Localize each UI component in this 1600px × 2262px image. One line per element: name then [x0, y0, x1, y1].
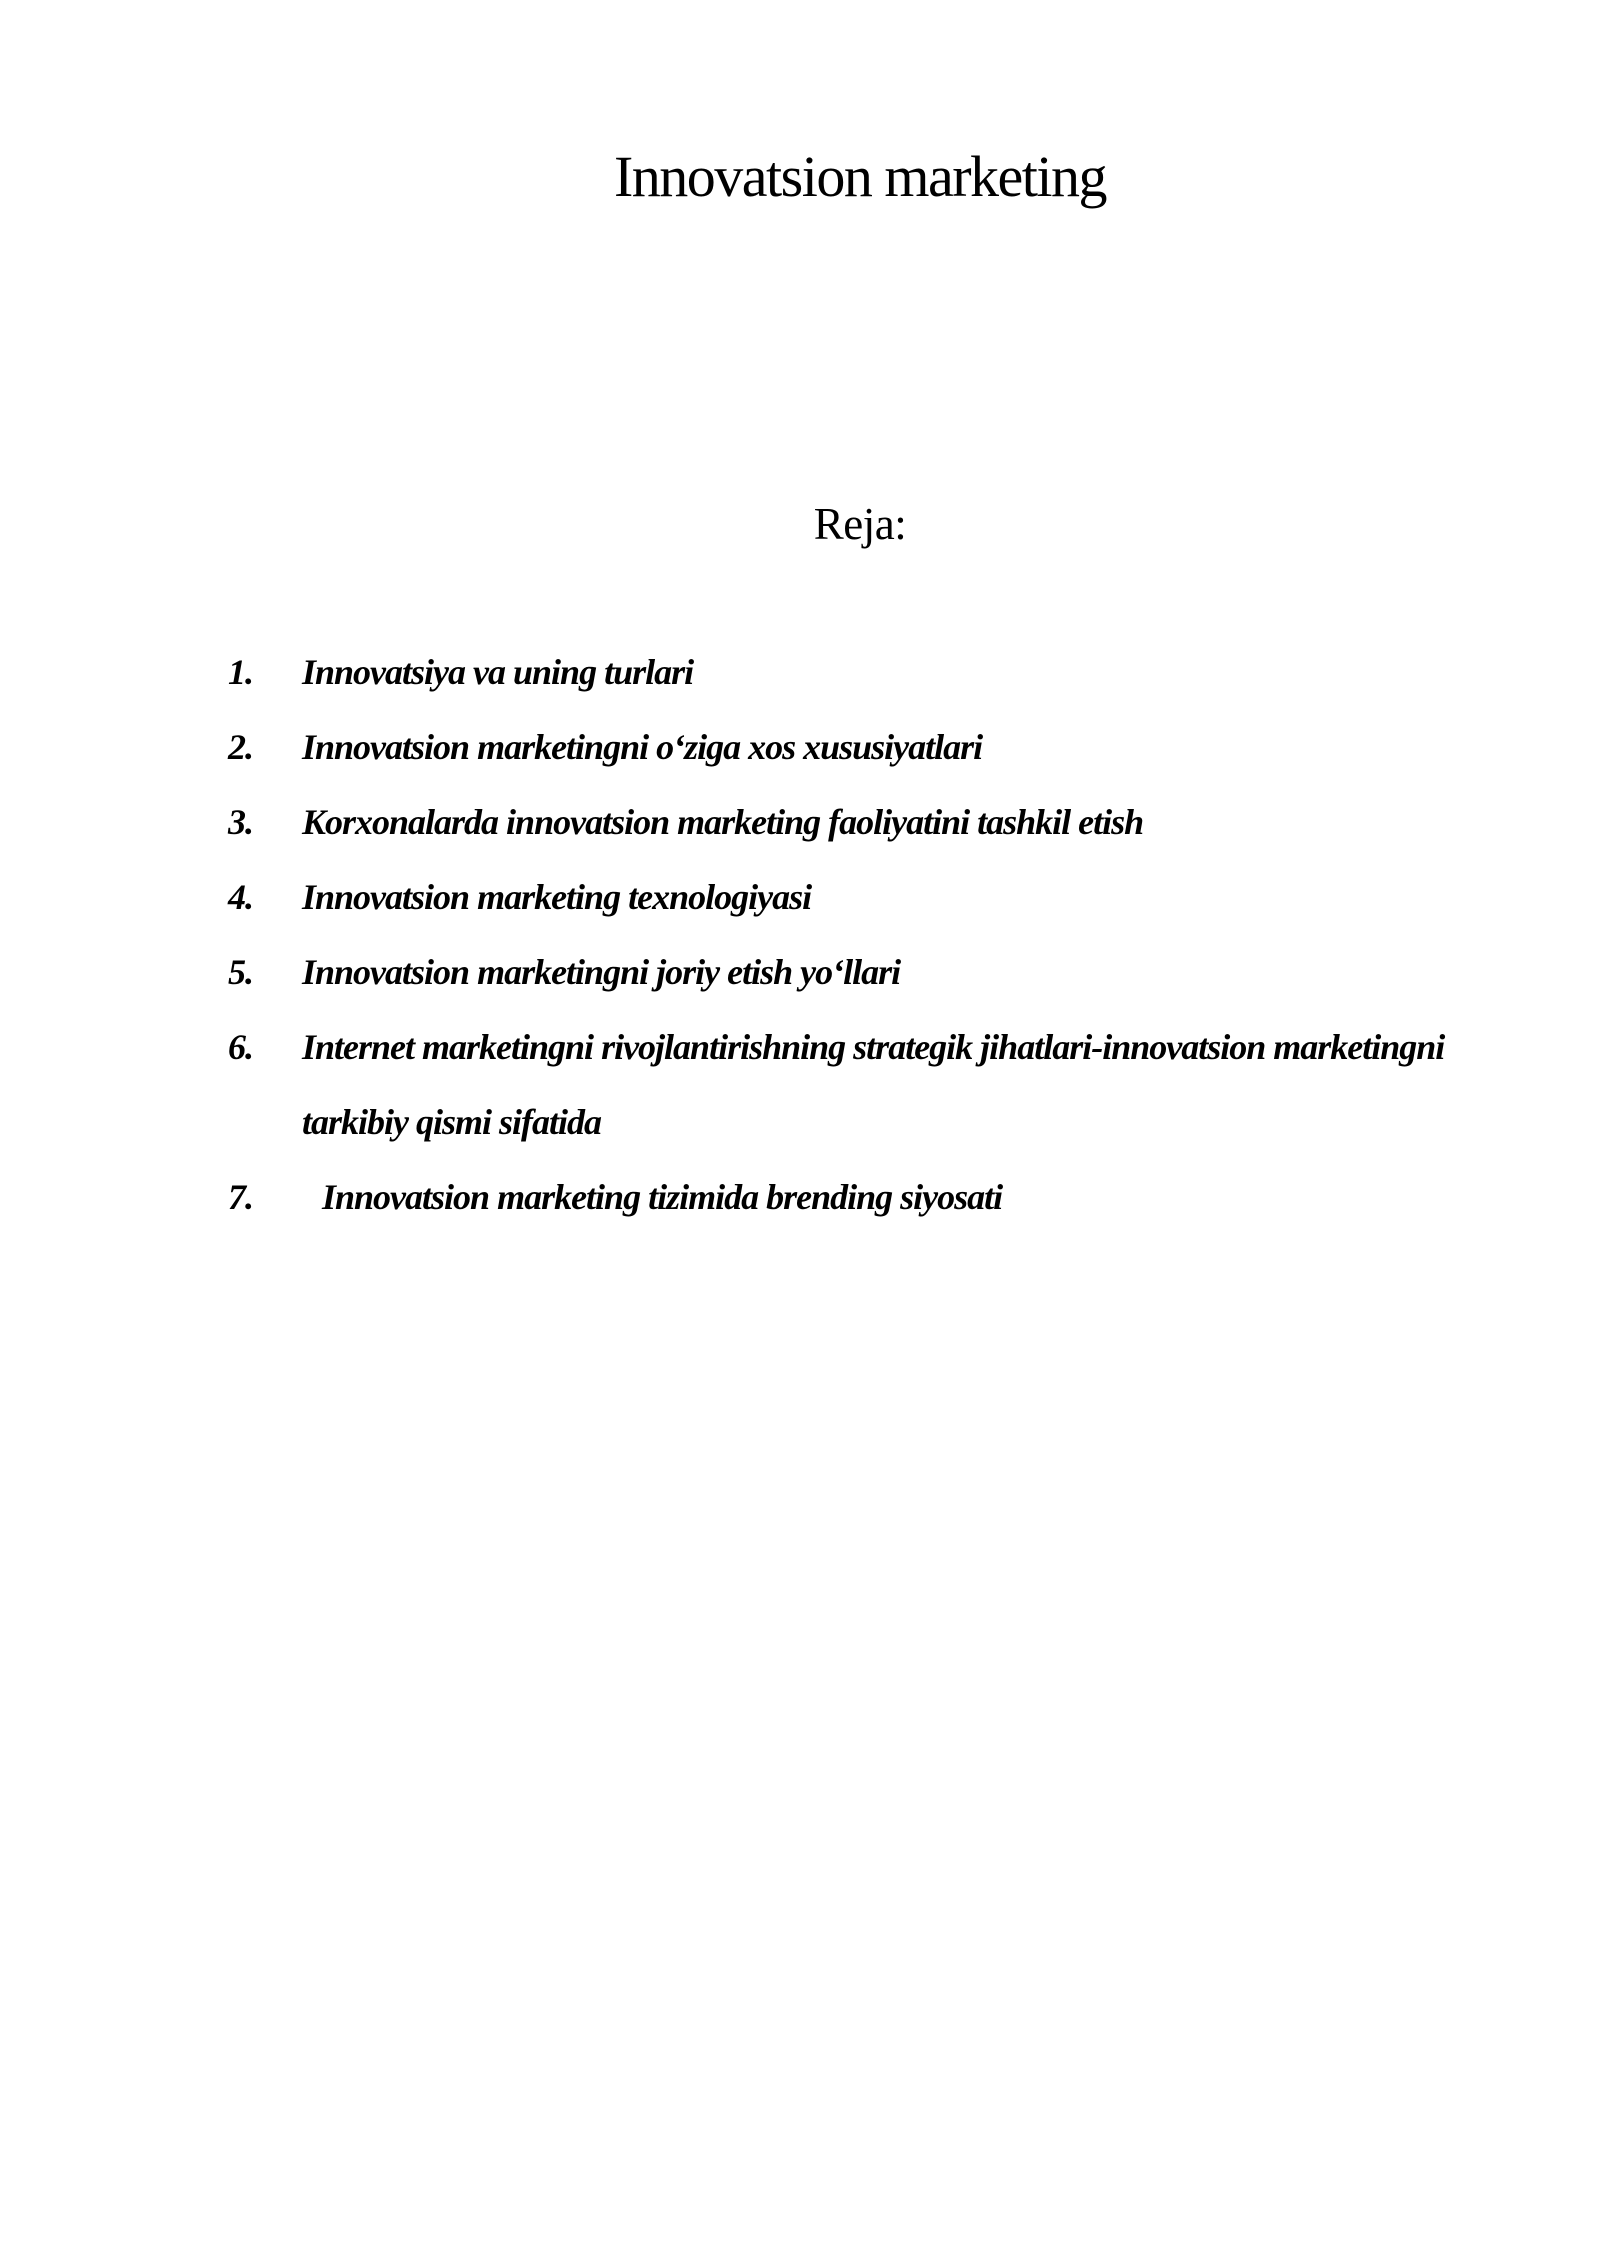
plan-item-text: Korxonalarda innovatsion marketing faoliyatini tashkil etish	[302, 802, 1144, 842]
plan-item-text: Internet marketingni rivojlantirishning strategik jihatlari-innovatsion marketingni tarkibiy qismi sifatida	[302, 1027, 1445, 1142]
plan-item-text: Innovatsion marketing tizimida brending siyosati	[322, 1177, 1003, 1217]
plan-item-number: 6.	[228, 1027, 253, 1067]
plan-heading: Reja:	[813, 499, 907, 549]
plan-item-number: 4.	[228, 877, 253, 917]
plan-item-number: 7.	[228, 1177, 253, 1217]
plan-item-text: Innovatsiya va uning turlari	[302, 652, 694, 692]
plan-item-text: Innovatsion marketingni o‘ziga xos xususiyatlari	[302, 727, 983, 767]
plan-item-text: Innovatsion marketingni joriy etish yo‘llari	[302, 952, 901, 992]
document-title: Innovatsion marketing	[613, 144, 1106, 209]
plan-item-number: 3.	[228, 802, 253, 842]
plan-item-number: 5.	[228, 952, 253, 992]
plan-item-number: 1.	[228, 652, 253, 692]
plan-item-text: Innovatsion marketing texnologiyasi	[302, 877, 812, 917]
plan-item-number: 2.	[228, 727, 253, 767]
